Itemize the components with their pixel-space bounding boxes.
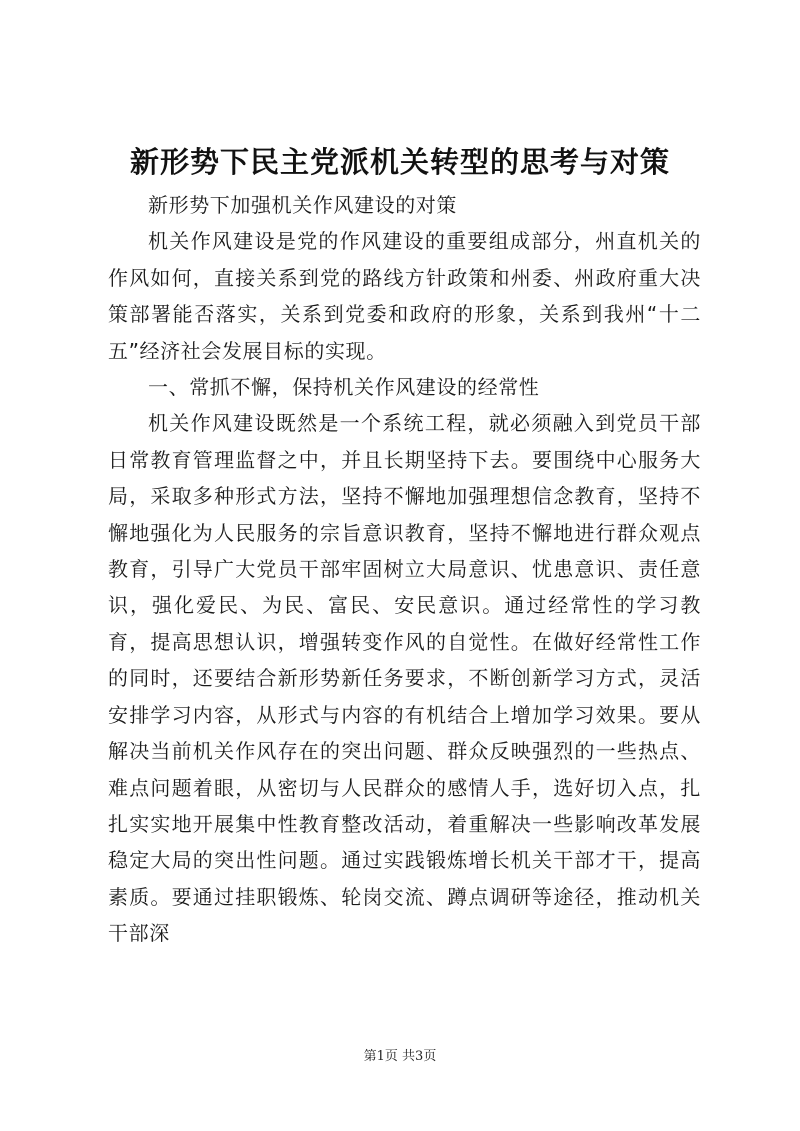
page-number-footer: 第1页 共3页 <box>363 1049 437 1064</box>
section-heading-one: 一、常抓不懈，保持机关作风建设的经常性 <box>148 375 540 400</box>
paragraph-body: 机关作风建设既然是一个系统工程，就必须融入到党员干部日常教育管理监督之中，并且长期坚持下去。要围绕中心服务大局，采取多种形式方法，坚持不懈地加强理想信念教育，坚持不懈地强化为人民服务的宗旨意识教育，坚持不懈地进行群众观点教育，引导广大党员干部牢固树立大局意识、忧患意识、责任意识，强化爱民、为民、富民、安民意识。通过经常性的学习教育，提高思想认识，增强转变作风的自觉性。在做好经常性工作的同时，还要结合新形势新任务要求，不断创新学习方式，灵活安排学习内容，从形式与内容的有机结合上增加学习效果。要从解决当前机关作风存在的突出问题、群众反映强烈的一些热点、难点问题着眼，从密切与人民群众的感情人手，选好切入点，扎扎实实地开展集中性教育整改活动，着重解决一些影响改革发展稳定大局的突出性问题。通过实践锻炼增长机关干部才干，提高素质。要通过挂职锻炼、轮岗交流、蹲点调研等途径，推动机关干部深 <box>108 411 701 946</box>
document-body <box>108 187 701 952</box>
section-heading-countermeasures: 新形势下加强机关作风建设的对策 <box>148 193 457 217</box>
document-title: 新形势下民主党派机关转型的思考与对策 <box>129 145 670 179</box>
paragraph-intro: 机关作风建设是党的作风建设的重要组成部分，州直机关的作风如何，直接关系到党的路线方针政策和州委、州政府重大决策部署能否落实，关系到党委和政府的形象，关系到我州“十二五”经济社会发展目标的实现。 <box>108 229 701 363</box>
